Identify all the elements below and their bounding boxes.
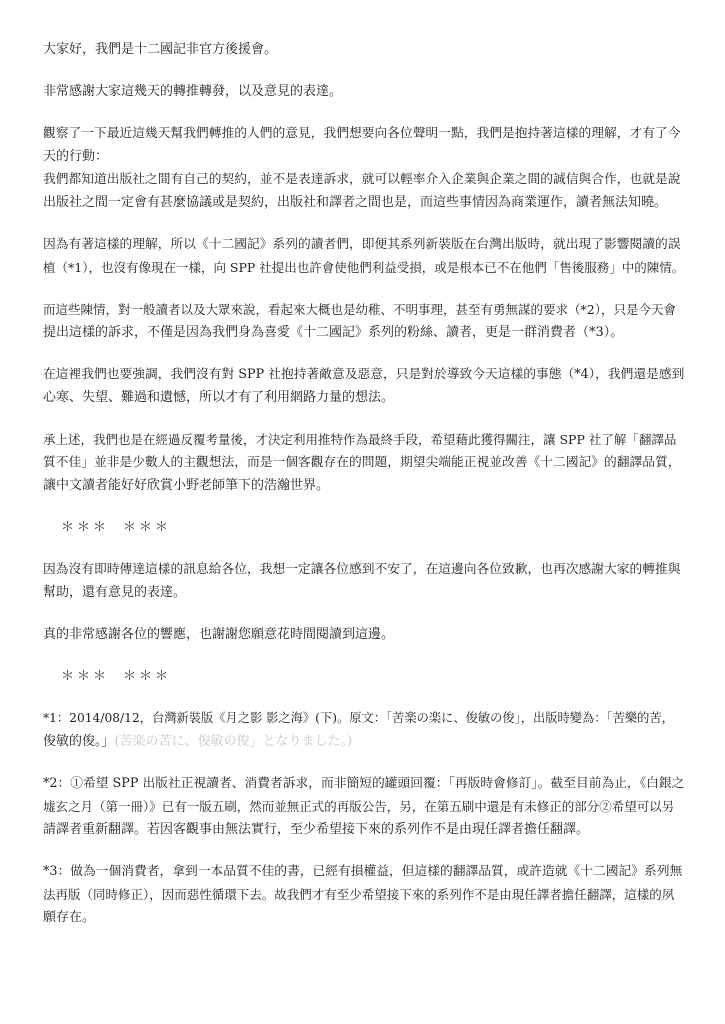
text-line: 真的非常感謝各位的響應，也謝謝您願意花時間閱讀到這邊。 — [43, 627, 395, 642]
text-line: 我們都知道出版社之間有自己的契約，並不是表達訴求，就可以輕率介入企業與企業之間的誠信與合作，也就是說 — [43, 172, 681, 187]
text-line: 出版社之間一定會有甚麼協議或是契約，出版社和譯者之間也是，而這些事情因為商業運作，讀者無法知曉。 — [43, 195, 668, 210]
apology-paragraph — [43, 558, 685, 604]
thanks-paragraph — [43, 80, 685, 103]
footnote-1 — [43, 707, 685, 753]
petition-paragraph — [43, 298, 685, 344]
text-line: *1：2014/08/12，台灣新裝版《月之影 影之海》(下)。原文：「苦楽の楽に、俊敏の俊」，出版時變為：「苦樂的苦， — [43, 711, 674, 725]
text-line: 觀察了一下最近這幾天幫我們轉推的人們的意見，我們想要向各位聲明一點，我們是抱持著這樣的理解，才有了今 — [43, 126, 681, 141]
separator-stars: ＊＊＊ — [123, 520, 172, 535]
text-line: 非常感謝大家這幾天的轉推轉發，以及意見的表達。 — [43, 84, 343, 99]
footnote-1-text: 俊敏的俊。」 — [43, 734, 115, 749]
text-line: 願存在。 — [43, 910, 96, 925]
text-line: 讓中文讀者能好好欣賞小野老師筆下的浩瀚世界。 — [43, 478, 330, 493]
conclusion-paragraph — [43, 428, 685, 497]
closing-paragraph — [43, 623, 685, 646]
footnote-2 — [43, 772, 685, 841]
text-line: 因為沒有即時傳達這樣的訊息給各位，我想一定讓各位感到不安了，在這邊向各位致歉，也再次感謝大家的轉推與 — [43, 562, 681, 577]
text-line: 提出這樣的訴求，不僅是因為我們身為喜愛《十二國記》系列的粉絲、讀者，更是一群消費者（*3）。 — [43, 325, 624, 340]
separator-stars: ＊＊＊ — [123, 669, 172, 684]
understanding-paragraph — [43, 122, 685, 214]
text-line: 在這裡我們也要強調，我們沒有對 SPP 社抱持著敵意及惡意，只是對於導致今天這樣的事態（*4），我們還是感到 — [43, 367, 685, 382]
separator-stars: ＊＊＊ — [61, 669, 110, 684]
text-line: 心寒、失望、難過和遺憾，所以才有了利用網路力量的想法。 — [43, 390, 395, 405]
text-line: 因為有著這樣的理解，所以《十二國記》系列的讀者們，即便其系列新裝版在台灣出版時，就出現了影響閱讀的誤 — [43, 237, 681, 252]
text-line: 質不佳」並非是少數人的主觀想法，而是一個客觀存在的問題，期望尖端能正視並改善《十二國記》的翻譯品質， — [43, 455, 681, 470]
text-line — [43, 730, 685, 753]
background-paragraph — [43, 233, 685, 279]
text-line: 墟玄之月（第一冊）》已有一版五刷，然而並無正式的再版公告，另，在第五刷中還是有未修正的部分②希望可以另 — [43, 799, 675, 814]
footnote-3 — [43, 860, 685, 929]
section-separator — [43, 665, 685, 688]
emphasis-paragraph — [43, 363, 685, 409]
text-line: 幫助，還有意見的表達。 — [43, 585, 187, 600]
section-separator — [43, 516, 685, 539]
text-line: 法再版（同時修正），因而惡性循環下去。故我們才有至少希望接下來的系列作不是由現任譯者擔任翻譯，這樣的夙 — [43, 887, 675, 902]
text-line: *3：做為一個消費者，拿到一本品質不佳的書，已經有損權益，但這樣的翻譯品質，或許造就《十二國記》系列無 — [43, 864, 683, 879]
text-line: 大家好，我們是十二國記非官方後援會。 — [43, 42, 278, 57]
text-line: *2：①希望 SPP 出版社正視讀者、消費者訴求，而非簡短的罐頭回覆：「再版時會修訂」。截至目前為止，《白銀之 — [43, 776, 685, 791]
separator-stars: ＊＊＊ — [61, 520, 110, 535]
text-line: 植（*1），也沒有像現在一樣，向 SPP 社提出也許會使他們利益受損，或是根本已不在他們「售後服務」中的陳情。 — [43, 260, 685, 275]
text-line: 而這些陳情，對一般讀者以及大眾來說，看起來大概也是幼稚、不明事理，甚至有勇無謀的要求（*2），只是今天會 — [43, 302, 676, 317]
footnote-1-original-note: (苦楽の苦に、俊敏の俊」となりました。) — [114, 734, 353, 749]
text-line: 天的行動： — [43, 149, 109, 164]
text-line: 請譯者重新翻譯。若因客觀事由無法實行，至少希望接下來的系列作不是由現任譯者擔任翻譯。 — [43, 822, 590, 837]
greeting-paragraph — [43, 38, 685, 61]
text-line: 承上述，我們也是在經過反覆考量後，才決定利用推特作為最終手段，希望藉此獲得關注，讓 SPP 社了解「翻譯品 — [43, 432, 677, 447]
